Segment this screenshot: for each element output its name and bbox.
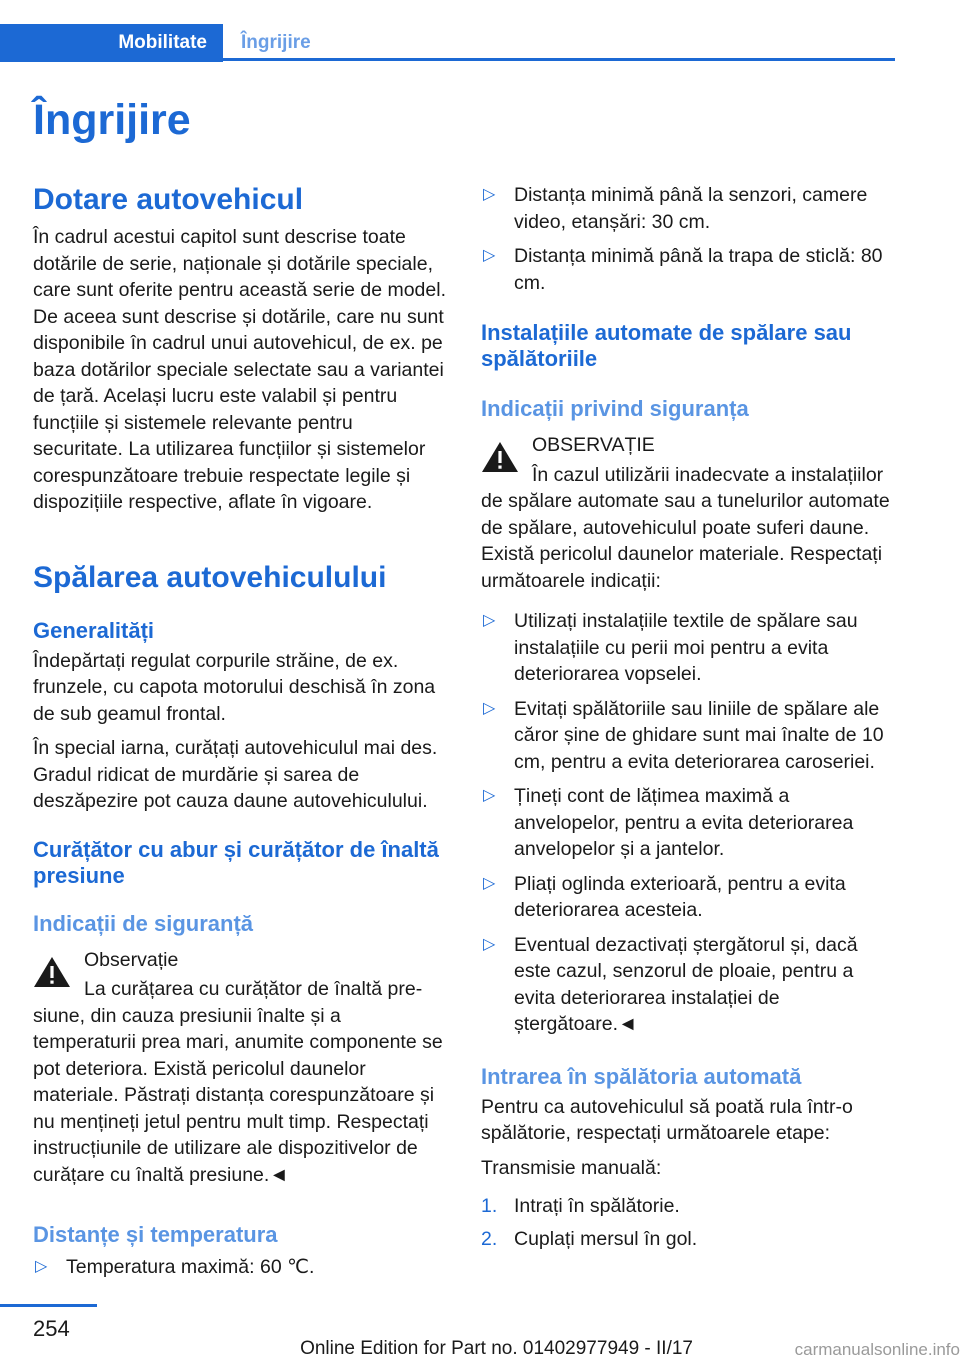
left-column <box>33 182 448 1281</box>
heading-safety-notes: Indicații de siguranță <box>33 910 254 936</box>
triangle-bullet-icon: ▷ <box>483 787 496 804</box>
steps-list <box>481 1193 896 1252</box>
paragraph-vehicle-equipment: În cadrul acestui capitol sunt descrise toate dotările de serie, naționale și dotările speciale, care sunt oferite pentru această serie de model. De aceea sunt descrise și dotările, care nu sunt disponibile în cadrul unui autovehicul, de ex. pe baza dotărilor speciale selectate sau a variantei de țară. Același lucru este valabil și pentru funcțiile și sistemele relevante pentru securitate. La utilizarea funcțiilor și sistemelor corespunzătoare trebuie respectate legile și dispozițiile respective, aflate în vigoare. <box>33 226 446 513</box>
list-item: ▷ Distanța minimă până la senzori, camere video, etanșări: 30 cm. <box>483 184 868 233</box>
triangle-bullet-icon: ▷ <box>483 612 496 629</box>
list-item: 1. Intrați în spălătorie. <box>481 1195 680 1217</box>
paragraph-general-1: Îndepărtați regulat corpurile străine, de ex. frunzele, cu capota motorului deschisă în zona de sub geamul frontal. <box>33 649 436 725</box>
warning-list <box>481 608 896 1038</box>
paragraph-enter-wash: Pentru ca autovehiculul să poată rula într-o spălătorie, respectați următoarele etape: <box>481 1095 853 1144</box>
triangle-bullet-icon: ▷ <box>483 935 496 953</box>
header-bar <box>0 24 895 62</box>
list-item: ▷ Utilizați instalațiile textile de spălare sau instalațiile cu perii moi pentru a evita deteriorarea vopselei. <box>483 610 858 685</box>
triangle-bullet-icon: ▷ <box>483 247 496 264</box>
heading-safety-info: Indicații privind siguranța <box>481 396 749 421</box>
header-rule <box>223 58 895 61</box>
heading-general: Generalități <box>33 617 155 643</box>
list-item: ▷ Pliați oglinda exterioară, pentru a evita deteriorarea acesteia. <box>483 872 846 921</box>
triangle-bullet-icon: ▷ <box>483 186 496 203</box>
triangle-bullet-icon: ▷ <box>35 1258 48 1275</box>
heading-automatic-wash: Instalațiile automate de spălare sau spălătoriile <box>481 320 852 371</box>
triangle-bullet-icon: ▷ <box>483 699 496 717</box>
warning-title: Observație <box>84 948 179 971</box>
list-item: 2. Cuplați mersul în gol. <box>481 1227 698 1250</box>
warning-text-first: În cazul utilizării inadecvate a instalațiilor <box>532 463 884 486</box>
watermark: carmanualsonline.info <box>794 1340 960 1359</box>
warning-icon <box>481 440 519 474</box>
tab-mobilitate[interactable]: Mobilitate <box>0 24 223 62</box>
warning-box <box>481 432 896 594</box>
list-item: ▷ Evitați spălătoriile sau liniile de spălare ale căror șine de ghidare sunt mai înalte de 10 cm, pentru a evita deteriorarea caroseriei. <box>483 697 884 773</box>
distance-list <box>33 1254 448 1281</box>
list-item: ▷ Țineți cont de lățimea maximă a anvelopelor, pentru a evita deteriorarea anvelopelor și a jantelor. <box>483 785 854 860</box>
warning-icon <box>33 955 71 989</box>
triangle-bullet-icon: ▷ <box>483 874 496 892</box>
list-item: ▷ Distanța minimă până la trapa de sticlă: 80 cm. <box>483 245 883 294</box>
warning-text-first: La curățarea cu curățător de înaltă pre- <box>84 978 423 1000</box>
tab-ingrijire[interactable]: Îngrijire <box>241 32 311 53</box>
edition-note: Online Edition for Part no. 01402977949 - II/17 <box>300 1338 693 1359</box>
page-number-bar <box>0 1304 97 1307</box>
page-title: Îngrijire <box>33 96 191 144</box>
warning-title: OBSERVAȚIE <box>532 434 655 456</box>
list-item: ▷ Temperatura maximă: 60 ℃. <box>33 1254 448 1281</box>
paragraph-general-2: În special iarna, curățați autovehiculul mai des. Gradul ridicat de murdărie și sarea de deszăpezire pot cauza daune autovehiculului. <box>33 737 438 812</box>
heading-vehicle-equipment: Dotare autovehicul <box>33 183 304 216</box>
warning-box <box>33 947 448 1189</box>
paragraph-manual-transmission: Transmisie manuală: <box>481 1156 662 1179</box>
heading-distances: Distanțe și temperatura <box>33 1222 278 1247</box>
warning-text: siune, din cauza presiunii înalte și a temperaturii prea mari, anumite componente se pot deteriora. Există pericolul daunelor materiale. Păstrați distanța corespunzătoare și nu mențineți jetul pentru mult timp. Respectați instrucțiunile de utilizare ale dispozitivelor de curățare cu înaltă presiune.◄ <box>33 1004 443 1186</box>
list-item: ▷ Eventual dezactivați ștergătorul și, dacă este cazul, senzorul de ploaie, pentru a evita deteriorarea instalației de ștergătoare.◄ <box>483 933 858 1035</box>
page-number: 254 <box>33 1316 70 1341</box>
heading-washing: Spălarea autovehiculului <box>33 560 387 594</box>
distance-list-continued <box>481 182 896 296</box>
heading-enter-wash: Intrarea în spălătoria automată <box>481 1063 802 1089</box>
heading-steam-cleaner: Curățător cu abur și curățător de înaltă presiune <box>33 836 439 888</box>
right-column <box>481 182 896 1252</box>
warning-text: de spălare automate sau a tunelurilor automate de spălare, autovehiculul poate suferi daune. Există pericolul daunelor materiale. Respectați următoarele indicații: <box>481 490 890 592</box>
